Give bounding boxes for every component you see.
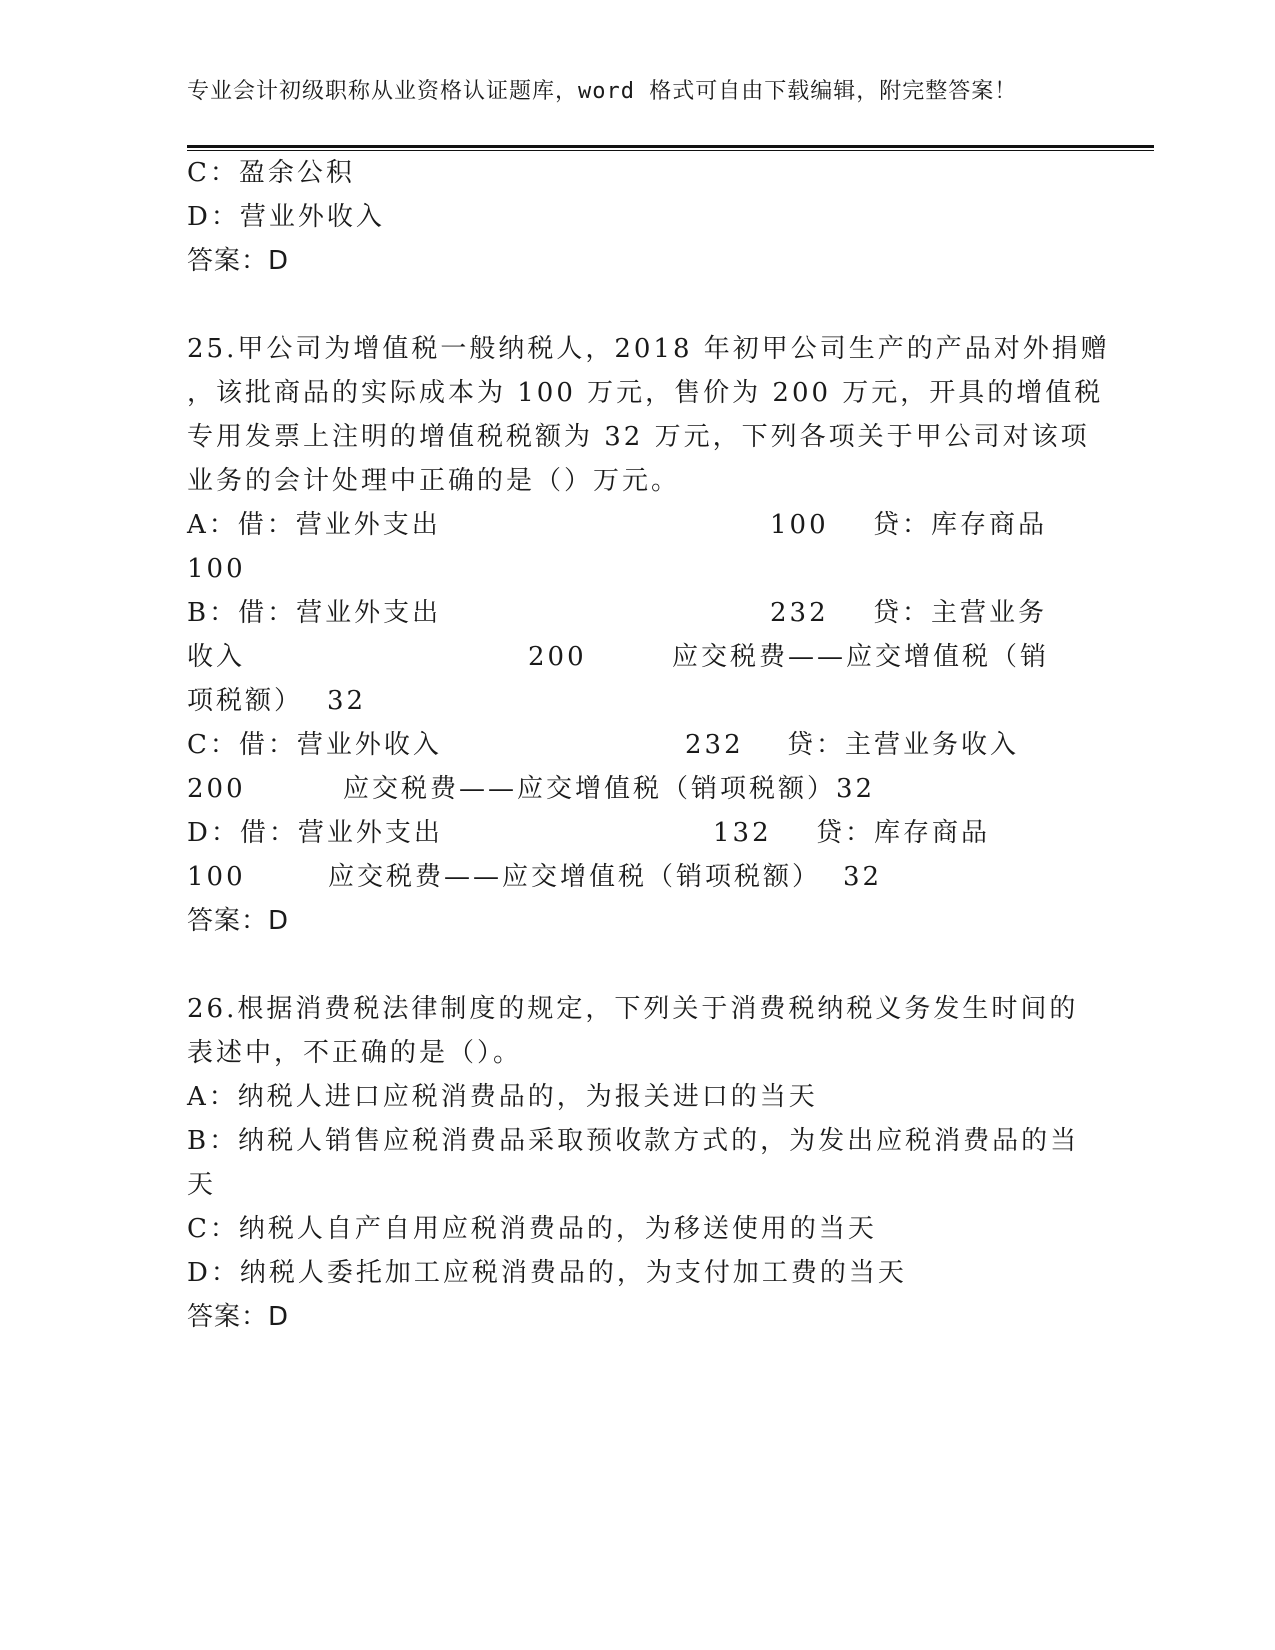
q25-option-c-credit: 贷：主营业务收入 [787, 730, 1020, 760]
q25-option-a-debit: A：借：营业外支出 [187, 510, 441, 540]
q25-option-b-credit-cont: 收入 [187, 642, 246, 672]
q25-option-a-credit: 贷：库存商品 [873, 510, 1048, 540]
header-rule-thin [187, 150, 1154, 151]
q25-option-d-credit2-amount: 32 [843, 862, 883, 892]
q25-option-a-debit-amount: 100 [770, 510, 829, 540]
q25-option-c-debit-amount: 232 [685, 730, 744, 760]
q26-option-a: A：纳税人进口应税消费品的，为报关进口的当天 [187, 1082, 818, 1112]
q25-answer: 答案：D [187, 906, 290, 936]
q25-option-d-debit: D：借：营业外支出 [187, 818, 443, 848]
q25-option-b-credit2: 应交税费——应交增值税（销 [672, 642, 1050, 672]
q26-option-b-line-1: B：纳税人销售应税消费品采取预收款方式的，为发出应税消费品的当 [187, 1126, 1080, 1156]
q25-option-a-credit-amount: 100 [187, 554, 246, 584]
q25-option-b-credit2-amount: 32 [327, 686, 367, 716]
page-header: 专业会计初级职称从业资格认证题库，word 格式可自由下载编辑，附完整答案！ [187, 79, 1018, 104]
q25-option-b-debit: B：借：营业外支出 [187, 598, 442, 628]
q25-stem-line-4: 业务的会计处理中正确的是（）万元。 [187, 466, 681, 496]
q25-option-c-debit: C：借：营业外收入 [187, 730, 442, 760]
q25-option-d-credit2: 应交税费——应交增值税（销项税额） [328, 862, 822, 892]
q24-answer: 答案：D [187, 246, 290, 276]
q26-answer: 答案：D [187, 1302, 290, 1332]
q25-option-c-credit-amount: 200 [187, 774, 246, 804]
q25-option-d-debit-amount: 132 [713, 818, 772, 848]
q25-option-c-credit2: 应交税费——应交增值税（销项税额）32 [343, 774, 876, 804]
q26-option-c: C：纳税人自产自用应税消费品的，为移送使用的当天 [187, 1214, 877, 1244]
q25-option-d-credit: 贷：库存商品 [816, 818, 991, 848]
q25-option-b-credit-amount: 200 [528, 642, 587, 672]
q25-stem-line-2: ，该批商品的实际成本为 100 万元，售价为 200 万元，开具的增值税 [187, 378, 1104, 408]
q25-option-d-credit-amount: 100 [187, 862, 246, 892]
q26-stem-line-2: 表述中，不正确的是（）。 [187, 1038, 523, 1068]
header-rule-thick [187, 145, 1154, 148]
q25-option-b-debit-amount: 232 [770, 598, 829, 628]
q26-stem-line-1: 26.根据消费税法律制度的规定，下列关于消费税纳税义务发生时间的 [187, 994, 1079, 1024]
q26-option-d: D：纳税人委托加工应税消费品的，为支付加工费的当天 [187, 1258, 907, 1288]
q25-option-b-credit2-cont: 项税额） [187, 686, 304, 716]
q25-option-b-credit: 贷：主营业务 [873, 598, 1048, 628]
q25-stem-line-1: 25.甲公司为增值税一般纳税人，2018 年初甲公司生产的产品对外捐赠 [187, 334, 1110, 364]
q24-option-d: D：营业外收入 [187, 202, 385, 232]
q26-option-b-line-2: 天 [187, 1170, 217, 1200]
q24-option-c: C：盈余公积 [187, 158, 355, 188]
q25-stem-line-3: 专用发票上注明的增值税税额为 32 万元，下列各项关于甲公司对该项 [187, 422, 1090, 452]
